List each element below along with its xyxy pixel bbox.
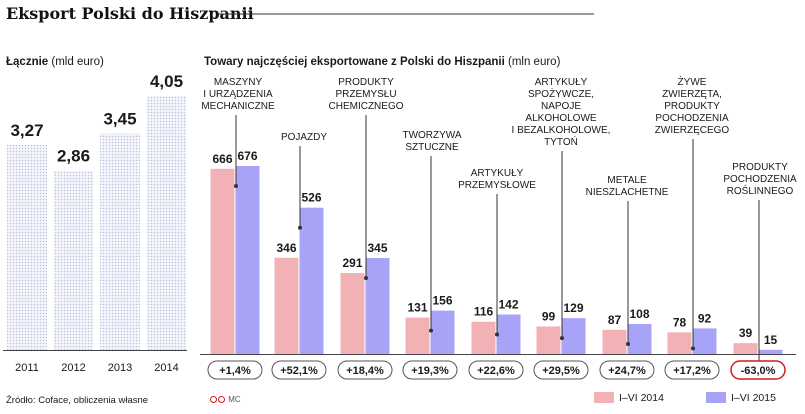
- legend-label-2015: I–VI 2015: [731, 392, 776, 404]
- total-bar-value-label: 4,05: [149, 72, 184, 91]
- bar-2015: [236, 166, 260, 354]
- category-leader-dot: [691, 346, 695, 350]
- bar-2014: [603, 330, 627, 354]
- category-label-line: METALE: [607, 175, 647, 186]
- bar-2014: [406, 318, 430, 354]
- total-bar: [7, 145, 47, 350]
- change-pill-label: +1,4%: [219, 365, 251, 377]
- bar-2014: [275, 258, 299, 354]
- year-tick-label: 2014: [154, 362, 179, 374]
- product-exports-chart: [200, 75, 797, 379]
- bar-2015: [562, 318, 586, 354]
- category-label-line: PRODUKTY: [664, 101, 720, 112]
- bar-2014-value-label: 78: [672, 315, 687, 330]
- bar-2014-value-label: 346: [276, 240, 297, 255]
- category-label-line: POJAZDY: [280, 132, 328, 143]
- category-label-line: MASZYNY: [213, 77, 263, 88]
- category-label-line: MECHANICZNE: [201, 101, 275, 112]
- bar-2015-value-label: 345: [367, 241, 388, 256]
- brand-text: MC: [228, 395, 241, 404]
- bar-2014-value-label: 99: [541, 309, 556, 324]
- bar-2014-value-label: 131: [407, 300, 428, 315]
- bar-2015-value-label: 676: [237, 149, 258, 163]
- bar-2015: [366, 258, 390, 354]
- bar-2015-value-label: 92: [697, 311, 712, 326]
- category-label-line: NIESZLACHETNE: [585, 187, 669, 198]
- total-bar-value-label: 3,45: [103, 109, 137, 129]
- change-pill-label: +19,3%: [411, 365, 449, 377]
- category-label-line: NAPOJE: [540, 101, 582, 112]
- category-label-line: SZTUCZNE: [405, 142, 459, 153]
- brand-logo-icon: [218, 396, 225, 403]
- category-label-line: ROŚLINNEGO: [726, 186, 794, 197]
- bar-2014: [734, 343, 758, 354]
- total-bar: [100, 134, 140, 350]
- bar-2015-value-label: 156: [432, 293, 453, 308]
- legend-item-2014: [594, 392, 664, 404]
- bar-2015-value-label: 15: [763, 332, 778, 347]
- bar-2015: [693, 328, 717, 354]
- category-label-line: PRODUKTY: [338, 77, 394, 88]
- change-pill-label: -63,0%: [740, 365, 776, 377]
- brand-mark: [210, 395, 241, 404]
- bar-2015-value-label: 142: [498, 297, 519, 312]
- bar-2015: [759, 350, 783, 354]
- bar-2014-value-label: 116: [473, 304, 494, 319]
- bar-2015-value-label: 129: [563, 301, 584, 316]
- legend-item-2015: [706, 392, 776, 404]
- change-pill-label: +24,7%: [608, 365, 646, 377]
- category-leader-dot: [234, 184, 238, 188]
- brand-logo-icon: [210, 396, 217, 403]
- bar-2014: [668, 332, 692, 354]
- category-label-line: PRZEMYSŁU: [335, 89, 397, 100]
- category-label-line: CHEMICZNEGO: [328, 101, 404, 112]
- change-pill-label: +17,2%: [673, 365, 711, 377]
- category-label-line: ARTYKUŁY: [534, 77, 588, 88]
- category-label-line: POCHODZENIA: [723, 174, 797, 185]
- category-leader-dot: [626, 342, 630, 346]
- left-subtitle-unit: (mld euro): [51, 56, 104, 68]
- bar-2014: [341, 273, 365, 354]
- category-label-line: I BEZALKOHOLOWE,: [511, 125, 611, 136]
- category-label-line: ŻYWE: [677, 77, 707, 88]
- category-label-line: TWORZYWA: [402, 130, 462, 141]
- bar-2014: [211, 169, 235, 354]
- category-label-line: POCHODZENIA: [655, 113, 729, 124]
- total-exports-chart: [3, 72, 187, 374]
- category-leader-dot: [364, 276, 368, 280]
- category-label-line: ZWIERZĘCEGO: [654, 125, 730, 136]
- change-pill-label: +29,5%: [542, 365, 580, 377]
- category-label-line: TYTOŃ: [544, 137, 578, 148]
- right-subtitle-bold: Towary najczęściej eksportowane z Polski do Hiszpanii: [204, 56, 505, 68]
- category-label-line: ZWIERZĘTA,: [662, 89, 722, 100]
- bar-2014-value-label: 39: [738, 326, 753, 341]
- bar-2015: [300, 208, 324, 354]
- category-label-line: ARTYKUŁY: [470, 168, 524, 179]
- page-title: Eksport Polski do Hiszpanii: [6, 4, 254, 23]
- category-label-line: PRZEMYSŁOWE: [458, 180, 536, 191]
- source-note: Źródło: Coface, obliczenia własne: [6, 395, 149, 406]
- year-tick-label: 2011: [15, 362, 39, 374]
- category-leader-dot: [298, 226, 302, 230]
- bar-2014-value-label: 291: [342, 256, 363, 271]
- total-bar: [54, 171, 94, 350]
- legend-swatch-2014: [594, 392, 614, 403]
- bar-2015: [628, 324, 652, 354]
- bar-2015: [431, 311, 455, 354]
- total-bar: [147, 96, 187, 350]
- left-subtitle-bold: Łącznie: [6, 56, 49, 68]
- category-label-line: I URZĄDZENIA: [203, 89, 273, 100]
- year-tick-label: 2013: [107, 362, 133, 374]
- bar-2015: [497, 315, 521, 354]
- legend-label-2014: I–VI 2014: [619, 392, 664, 404]
- legend-swatch-2015: [706, 392, 726, 403]
- year-tick-label: 2012: [61, 362, 86, 374]
- category-label-line: PRODUKTY: [732, 162, 788, 173]
- bar-2014-value-label: 87: [607, 312, 622, 327]
- bar-2014-value-label: 666: [212, 151, 233, 166]
- category-leader-dot: [560, 336, 564, 340]
- change-pill-label: +22,6%: [477, 365, 515, 377]
- category-leader-dot: [429, 329, 433, 333]
- change-pill-label: +52,1%: [280, 365, 318, 377]
- category-label-line: SPOŻYWCZE,: [527, 89, 595, 100]
- category-label-line: ALKOHOLOWE: [525, 113, 597, 124]
- bar-2015-value-label: 108: [629, 306, 650, 321]
- right-subtitle-unit: (mln euro): [508, 56, 561, 68]
- total-bar-value-label: 2,86: [56, 146, 91, 166]
- bar-2014: [472, 322, 496, 354]
- bar-2015-value-label: 526: [301, 190, 322, 205]
- change-pill-label: +18,4%: [346, 365, 384, 377]
- bar-2014: [537, 326, 561, 354]
- total-bar-value-label: 3,27: [10, 120, 44, 140]
- category-leader-dot: [495, 333, 499, 337]
